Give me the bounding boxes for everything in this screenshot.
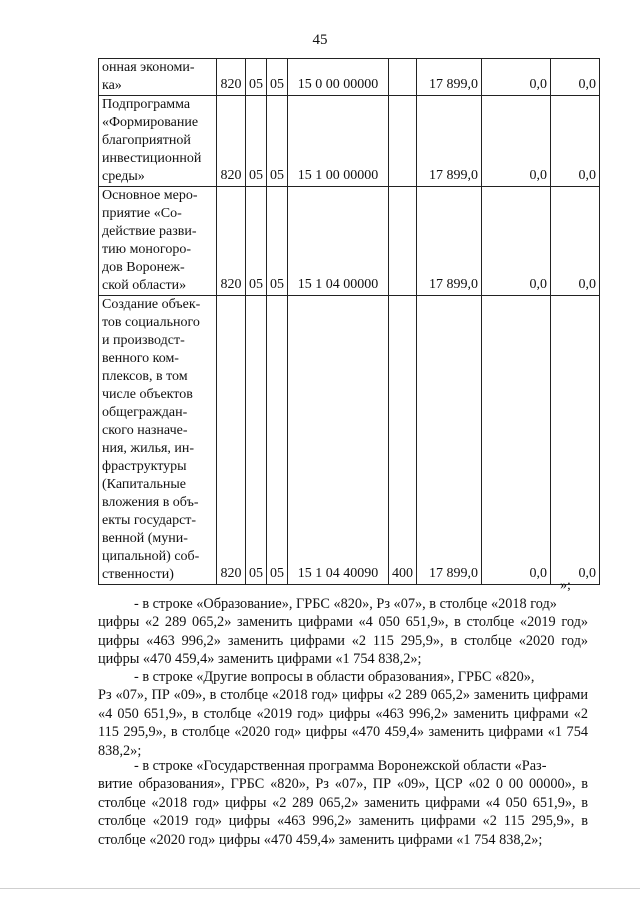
cell-name-line: ния, жилья, ин-	[102, 441, 195, 456]
cell-name-line: Подпрограмма	[102, 97, 191, 112]
paragraph-body: витие образования», ГРБС «820», Рз «07», ПР «09», ЦСР «02 0 00 00000», в столбце «2018 год» цифры «2 289 065,2» заменить цифрами «4 050 651,9», в столбце «2019 год» цифры «463 996,2» заменить цифрами «2 115 295,9», в столбце «2020 год» цифры «470 459,4» заменить цифрами «1 754 838,2»;	[98, 776, 588, 848]
cell-2018: 17 899,0	[417, 59, 482, 96]
cell-csr: 15 0 00 00000	[288, 59, 389, 96]
paragraph-first-line: - в строке «Государственная программа Воронежской области «Раз-	[134, 758, 547, 774]
cell-name-line: числе объектов	[102, 387, 193, 402]
cell-2019: 0,0	[482, 187, 551, 296]
cell-pr: 05	[267, 59, 288, 96]
cell-grbs: 820	[217, 96, 246, 187]
cell-name-line: Создание объек-	[102, 297, 201, 312]
cell-name-line: действие разви-	[102, 224, 197, 239]
cell-name-line: среды»	[102, 169, 145, 184]
cell-grbs: 820	[217, 296, 246, 585]
cell-name	[99, 296, 217, 585]
cell-name-line: тов социального	[102, 315, 200, 330]
cell-name-line: венной (муни-	[102, 531, 188, 546]
cell-name-line: онная экономи-	[102, 60, 195, 75]
table-row	[99, 59, 600, 96]
cell-2019: 0,0	[482, 96, 551, 187]
cell-csr: 15 1 04 00000	[288, 187, 389, 296]
cell-name-line: «Формирование	[102, 115, 199, 130]
cell-name-line: ского назначе-	[102, 423, 188, 438]
cell-2019: 0,0	[482, 59, 551, 96]
cell-vr	[389, 59, 417, 96]
page-bottom-rule	[0, 888, 640, 889]
amendment-paragraph-other-education	[98, 668, 588, 760]
cell-name-line: вложения в объ-	[102, 495, 199, 510]
cell-name-line: фраструктуры	[102, 459, 187, 474]
cell-name-line: Основное меро-	[102, 188, 198, 203]
cell-name	[99, 96, 217, 187]
cell-2020: 0,0	[551, 296, 600, 585]
cell-csr: 15 1 00 00000	[288, 96, 389, 187]
cell-vr	[389, 96, 417, 187]
cell-pr: 05	[267, 96, 288, 187]
cell-grbs: 820	[217, 59, 246, 96]
page-number: 45	[312, 32, 328, 48]
cell-name-line: приятие «Со-	[102, 206, 182, 221]
cell-name-line: ственности)	[102, 567, 174, 582]
cell-vr	[389, 187, 417, 296]
paragraph-first-line: - в строке «Другие вопросы в области образования», ГРБС «820»,	[134, 669, 535, 685]
cell-name-line: инвестиционной	[102, 151, 202, 166]
amendment-paragraph-state-program	[98, 757, 588, 849]
cell-rz: 05	[246, 96, 267, 187]
cell-2020: 0,0	[551, 59, 600, 96]
cell-name-line: дов Воронеж-	[102, 260, 185, 275]
cell-name-line: екты государст-	[102, 513, 197, 528]
cell-2020: 0,0	[551, 187, 600, 296]
cell-name-line: ской области»	[102, 278, 187, 293]
cell-grbs: 820	[217, 187, 246, 296]
cell-2020: 0,0	[551, 96, 600, 187]
cell-2018: 17 899,0	[417, 296, 482, 585]
cell-name	[99, 59, 217, 96]
paragraph-body: цифры «2 289 065,2» заменить цифрами «4 050 651,9», в столбце «2019 год» цифры «463 996,2» заменить цифрами «2 115 295,9», в столбце «2020 год» цифры «470 459,4» заменить цифрами «1 754 838,2»;	[98, 614, 588, 668]
table-row	[99, 187, 600, 296]
cell-vr: 400	[389, 296, 417, 585]
closing-quote: »;	[560, 578, 571, 593]
cell-pr: 05	[267, 187, 288, 296]
cell-name-line: благоприятной	[102, 133, 191, 148]
table-row	[99, 296, 600, 585]
table-row	[99, 96, 600, 187]
cell-name-line: тию моногоро-	[102, 242, 191, 257]
cell-rz: 05	[246, 187, 267, 296]
cell-name-line: плексов, в том	[102, 369, 188, 384]
cell-rz: 05	[246, 296, 267, 585]
paragraph-first-line: - в строке «Образование», ГРБС «820», Рз «07», в столбце «2018 год»	[134, 596, 557, 612]
cell-name-line: ка»	[102, 78, 122, 93]
cell-name-line: и производст-	[102, 333, 185, 348]
cell-name-line: (Капитальные	[102, 477, 186, 492]
cell-2018: 17 899,0	[417, 187, 482, 296]
cell-name-line: общеграждан-	[102, 405, 188, 420]
cell-name	[99, 187, 217, 296]
budget-table	[98, 58, 600, 585]
cell-name-line: ципальной) соб-	[102, 549, 200, 564]
amendment-paragraph-education	[98, 595, 588, 669]
cell-name-line: венного ком-	[102, 351, 179, 366]
paragraph-body: Рз «07», ПР «09», в столбце «2018 год» цифры «2 289 065,2» заменить цифрами «4 050 651,9», в столбце «2019 год» цифры «463 996,2» заменить цифрами «2 115 295,9», в столбце «2020 год» цифры «470 459,4» заменить цифрами «1 754 838,2»;	[98, 687, 588, 759]
cell-pr: 05	[267, 296, 288, 585]
cell-csr: 15 1 04 40090	[288, 296, 389, 585]
cell-2018: 17 899,0	[417, 96, 482, 187]
cell-rz: 05	[246, 59, 267, 96]
cell-2019: 0,0	[482, 296, 551, 585]
